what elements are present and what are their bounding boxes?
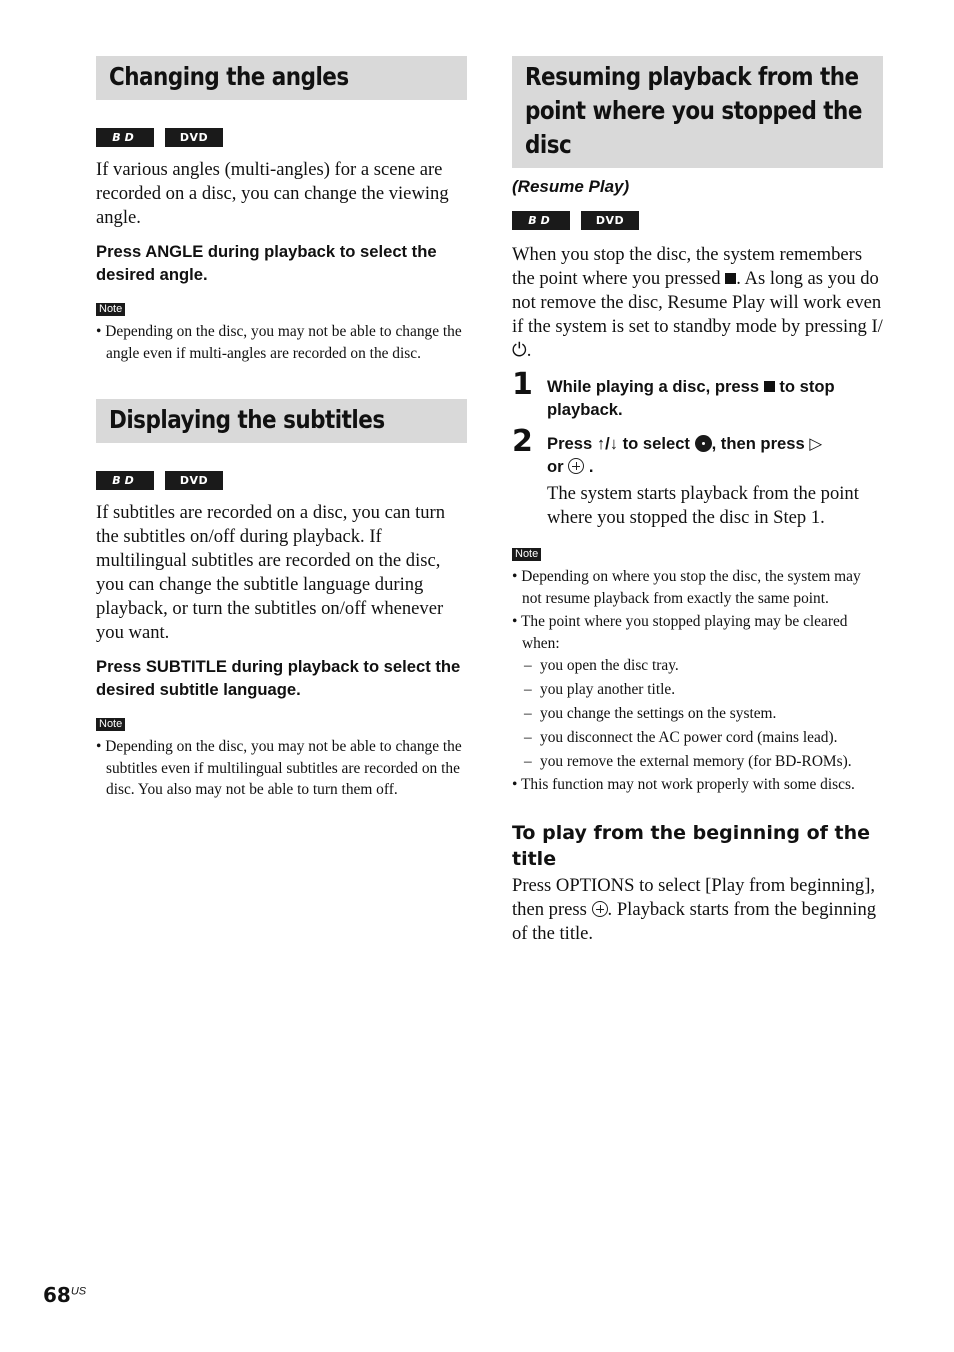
bd-badge: BD — [96, 471, 154, 490]
play-icon: ▷ — [809, 434, 823, 453]
right-column — [512, 56, 883, 946]
power-icon: I/⏻ — [512, 316, 883, 361]
left-column — [96, 56, 467, 801]
note-item: • Depending on the disc, you may not be able to change the subtitles even if multilingual subtitles are recorded on the disc. You also may not be able to turn them off. — [96, 738, 462, 798]
stop-icon — [764, 381, 775, 392]
disc-type-badges — [96, 471, 467, 491]
dvd-badge: DVD — [165, 128, 223, 147]
enter-icon — [568, 458, 584, 474]
dvd-badge: DVD — [165, 471, 223, 490]
instruction-text: Press SUBTITLE during playback to select the desired subtitle language. — [96, 657, 461, 699]
note-item: • Depending on where you stop the disc, the system may not resume playback from exactly the same point. — [512, 568, 861, 607]
resume-playback-section — [512, 56, 883, 796]
page-number: $68^{US}$ — [43, 1283, 87, 1307]
note-sub-item: – you change the settings on the system. — [524, 705, 777, 722]
note-sub-item: – you remove the external memory (for BD-ROMs). — [524, 753, 852, 770]
play-from-beginning-section — [512, 820, 883, 946]
note-list — [96, 736, 467, 801]
step-number: 2 — [512, 424, 533, 459]
section-heading: Changing the angles — [96, 56, 467, 100]
intro-paragraph: If subtitles are recorded on a disc, you can turn the subtitles on/off during playback. If multilingual subtitles are recorded on the disc, you can change the subtitle language during playback, or turn the subtitles on/off whenever you want. — [96, 502, 446, 643]
note-item: • The point where you stopped playing may be cleared when: — [512, 613, 848, 652]
intro-paragraph: If various angles (multi-angles) for a scene are recorded on a disc, you can change the viewing angle. — [96, 159, 449, 228]
changing-angles-section — [96, 56, 467, 364]
note-label: Note — [96, 718, 125, 731]
note-sub-item: – you disconnect the AC power cord (mains lead). — [524, 729, 838, 746]
section-subtitle: (Resume Play) — [512, 177, 630, 196]
enter-icon — [592, 901, 608, 917]
intro-paragraph: When you stop the disc, the system remembers the point where you pressed . As long as you do not remove the disc, Resume Play will work even if the system is set to standby mode by pressing I/⏻. — [512, 244, 883, 361]
note-list — [96, 321, 467, 364]
step-instruction: While playing a disc, press to stop playback. — [547, 377, 835, 419]
step-1 — [512, 367, 883, 421]
step-number: 1 — [512, 367, 533, 402]
subsection-heading: To play from the beginning of the title — [512, 821, 871, 870]
note-sub-item: – you open the disc tray. — [524, 657, 679, 674]
region-code: US — [70, 1285, 87, 1298]
step-2 — [512, 424, 883, 530]
step-body: The system starts playback from the point where you stopped the disc in Step 1. — [547, 483, 859, 528]
stop-icon — [725, 273, 736, 284]
displaying-subtitles-section — [96, 399, 467, 801]
disc-menu-icon — [695, 435, 712, 452]
bd-badge: BD — [96, 128, 154, 147]
bd-badge: BD — [512, 211, 570, 230]
section-heading: Displaying the subtitles — [96, 399, 467, 443]
subsection-paragraph: Press OPTIONS to select [Play from beginning], then press . Playback starts from the beginning of the title. — [512, 874, 877, 944]
note-item: • This function may not work properly with some discs. — [512, 776, 855, 793]
disc-type-badges — [512, 211, 883, 231]
disc-type-badges — [96, 128, 467, 148]
dvd-badge: DVD — [581, 211, 639, 230]
step-instruction: Press ↑/↓ to select , then press ▷ or . — [547, 434, 823, 476]
note-label: Note — [512, 548, 541, 561]
instruction-text: Press ANGLE during playback to select the desired angle. — [96, 242, 437, 284]
note-sub-item: – you play another title. — [524, 681, 676, 698]
note-label: Note — [96, 303, 125, 316]
note-item: • Depending on the disc, you may not be able to change the angle even if multi-angles are recorded on the disc. — [96, 323, 462, 362]
section-heading: Resuming playback from the point where you stopped the disc — [512, 56, 883, 168]
note-list — [512, 566, 883, 796]
